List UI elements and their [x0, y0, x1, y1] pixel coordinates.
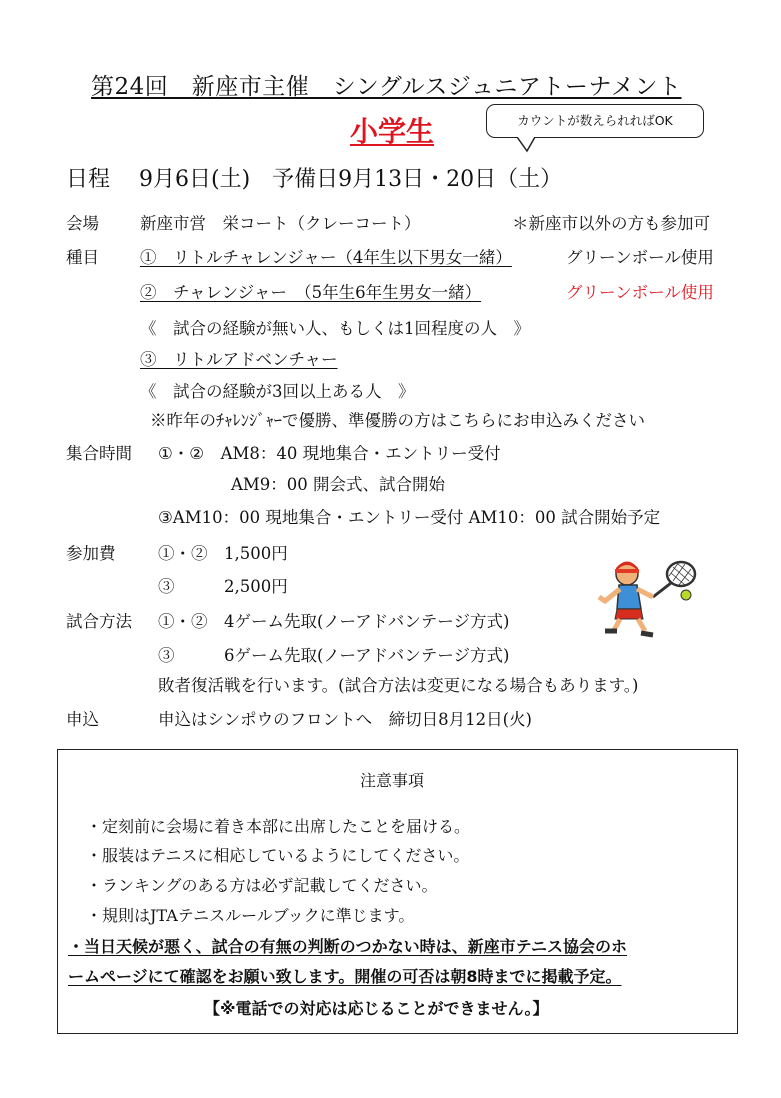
meeting-line-3: ③AM10：00 現地集合・エントリー受付 AM10：00 試合開始予定	[158, 508, 661, 527]
category-subtitle: 小学生	[350, 115, 435, 148]
fee-line-1: ①・② 1,500円	[158, 544, 288, 563]
method-line-2: ③ 6ゲーム先取(ノーアドバンテージ方式)	[158, 646, 510, 665]
notes-item: ・ランキングのある方は必ず記載してください。	[86, 876, 438, 895]
schedule-line: 日程 9月6日(土) 予備日9月13日・20日（土）	[66, 167, 563, 192]
event-3: ③ リトルアドベンチャー	[140, 350, 338, 369]
meeting-line-2: AM9：00 開会式、試合開始	[231, 475, 446, 494]
speech-callout: カウントが数えられればOK	[486, 104, 704, 138]
event-3-note2: ※昨年のﾁｬﾚﾝｼﾞｬｰで優勝、準優勝の方はこちらにお申込みください	[150, 411, 645, 430]
event-1: ① リトルチャレンジャー（4年生以下男女一緒）	[140, 248, 512, 267]
notes-warning-line-2: ームページにて確認をお願い致します。開催の可否は朝8時までに掲載予定。	[68, 967, 622, 986]
events-label: 種目	[66, 248, 99, 267]
method-line-1: ①・② 4ゲーム先取(ノーアドバンテージ方式)	[158, 612, 510, 631]
notes-warning-line-1: ・当日天候が悪く、試合の有無の判断のつかない時は、新座市テニス協会のホ	[68, 937, 628, 956]
event-1-ball: グリーンボール使用	[566, 248, 714, 267]
meeting-line-1: ①・② AM8：40 現地集合・エントリー受付	[158, 444, 501, 463]
venue-value: 新座市営 栄コート（クレーコート）	[140, 214, 421, 233]
notes-item: ・規則はJTAテニスルールブックに準じます。	[86, 906, 415, 925]
apply-value: 申込はシンポウのフロントへ 締切日8月12日(火)	[158, 710, 532, 729]
notes-phone-warning: 【※電話での対応は応じることができません。】	[204, 999, 549, 1018]
event-3-note: 《 試合の経験が3回以上ある人 》	[140, 382, 415, 401]
event-2-note: 《 試合の経験が無い人、もしくは1回程度の人 》	[140, 319, 530, 338]
method-label: 試合方法	[66, 612, 132, 631]
notes-item: ・定刻前に会場に着き本部に出席したことを届ける。	[86, 817, 471, 836]
fee-line-2: ③ 2,500円	[158, 577, 288, 596]
apply-label: 申込	[66, 710, 99, 729]
notes-item: ・服装はテニスに相応しているようにしてください。	[86, 846, 470, 865]
callout-tail-icon	[517, 137, 543, 153]
method-line-3: 敗者復活戦を行います。(試合方法は変更になる場合もあります。)	[158, 676, 639, 695]
event-2: ② チャレンジャー （5年生6年生男女一緒）	[140, 283, 482, 302]
fee-label: 参加費	[66, 544, 116, 563]
notes-heading: 注意事項	[360, 771, 425, 790]
venue-note: ＊新座市以外の方も参加可	[512, 214, 710, 233]
event-2-ball: グリーンボール使用	[566, 283, 714, 302]
venue-label: 会場	[66, 214, 99, 233]
meeting-label: 集合時間	[66, 444, 132, 463]
tennis-player-illustration	[593, 557, 703, 642]
page-title: 第24回 新座市主催 シングルスジュニアトーナメント	[91, 74, 682, 100]
